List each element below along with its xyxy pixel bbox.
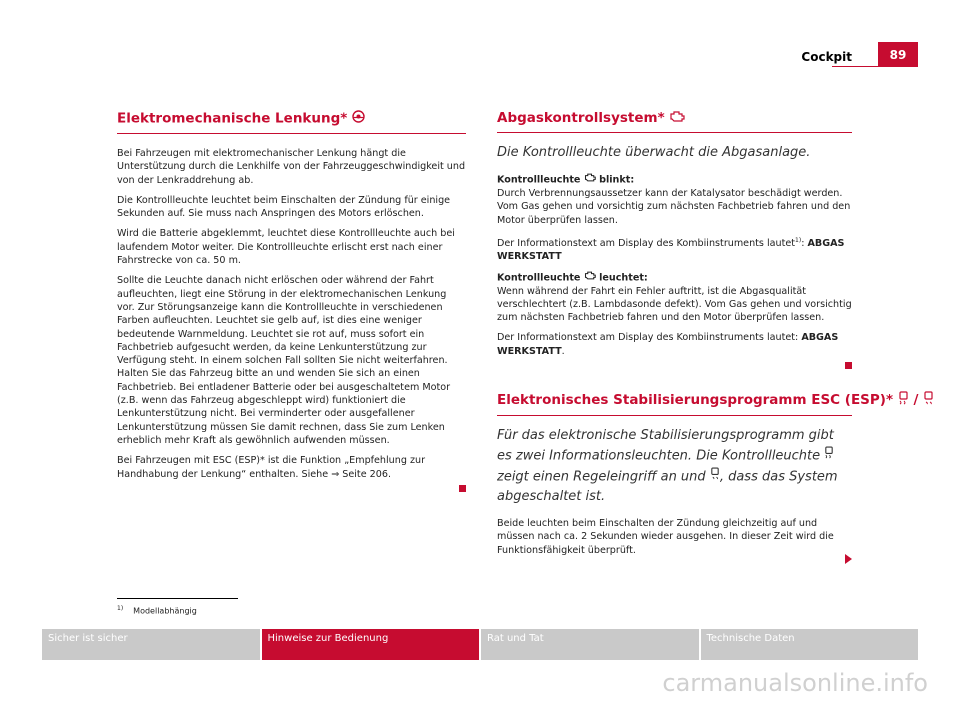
label-text: Kontrollleuchte xyxy=(497,174,581,186)
footnote-text: Modellabhängig xyxy=(133,606,197,616)
engine-exhaust-icon xyxy=(669,110,685,126)
page-section-title: Cockpit xyxy=(801,50,852,64)
paragraph xyxy=(117,454,466,481)
paragraph: Beide leuchten beim Einschalten der Zündung gleichzeitig auf und müssen nach ca. 2 Sekunden wieder ausgehen. In dieser Zeit wird die Funktionsfähigkeit überprüft. xyxy=(497,518,834,556)
display-message: ABGAS WERKSTATT xyxy=(497,332,839,357)
heading-text: Abgaskontrollsystem* xyxy=(497,110,665,126)
end-of-section-marker xyxy=(845,362,852,369)
paragraph: Wird die Batterie abgeklemmt, leuchtet diese Kontrollleuchte auch bei laufendem Motor weiter. Die Kontrollleuchte erlischt erst nach einer Fahrstrecke von ca. 50 m. xyxy=(117,228,455,267)
paragraph xyxy=(497,331,852,358)
section-heading-steering xyxy=(117,110,466,134)
steering-warning-icon xyxy=(352,110,365,127)
lead-text-part: zeigt einen Regeleingriff an und xyxy=(497,469,706,485)
label-text: blinkt: xyxy=(599,174,635,186)
footer-tab-advice[interactable]: Rat und Tat xyxy=(481,629,699,660)
separator: / xyxy=(913,392,919,409)
footer-tab-technical[interactable]: Technische Daten xyxy=(701,629,919,660)
paragraph: Sollte die Leuchte danach nicht erlöschen oder während der Fahrt aufleuchten, liegt eine Störung in der elektromechanischen Lenkung vor. Zur Störungsanzeige kann die Kontrollleuchte in verschiedenen Farben aufleuchten. Leuchtet sie gelb auf, ist dies eine weniger bedeutende Warnmeldung. Leuchtet sie rot auf, muss sofort ein Fachbetrieb aufgesucht werden, da keine Lenkunterstützung zur Verfügung steht. In einem solchen Fall sollten Sie nicht weiterfahren. Halten Sie das Fahrzeug bitte an und wenden Sie sich an einen Fachbetrieb. Bei entladener Batterie oder bei ausgeschaltetem Motor (z.B. wenn das Fahrzeug abgeschleppt wird) funktioniert die Lenkunterstützung nicht. Bei verminderter oder ausgefallener Lenkunterstützung müssen Sie damit rechnen, dass Sie zum Lenken erheblich mehr Kraft als gewöhnlich aufwenden müssen. xyxy=(117,275,451,446)
footnote-rule xyxy=(117,598,238,599)
engine-exhaust-icon xyxy=(584,271,596,284)
engine-exhaust-icon xyxy=(584,173,596,186)
label-lit xyxy=(497,271,852,285)
info-text: . xyxy=(561,345,565,357)
page-number-badge: 89 xyxy=(878,42,918,67)
esc-skid-icon xyxy=(824,446,834,466)
esc-off-icon xyxy=(710,467,720,487)
footnote xyxy=(117,605,197,616)
info-text: Der Informationstext am Display des Kombiinstruments lautet xyxy=(497,238,796,250)
continue-arrow-icon xyxy=(845,554,852,564)
footnote-mark: 1) xyxy=(117,605,124,612)
left-column xyxy=(117,110,466,492)
lead-text-part: , dass das System abgeschaltet ist. xyxy=(497,469,838,505)
lead-text xyxy=(497,426,852,507)
label-text: leuchtet: xyxy=(599,272,648,284)
footer-tab-safety[interactable]: Sicher ist sicher xyxy=(42,629,260,660)
label-text: Kontrollleuchte xyxy=(497,272,581,284)
end-of-section-marker xyxy=(459,485,466,492)
paragraph: Wenn während der Fahrt ein Fehler auftritt, ist die Abgasqualität verschlechtert (z.B. Lambdasonde defekt). Vom Gas gehen und vorsichtig zum nächsten Fachbetrieb fahren und den Motor überprüfen lassen. xyxy=(497,285,852,324)
watermark: carmanualsonline.info xyxy=(662,669,928,697)
lead-text-part: Für das elektronische Stabilisierungsprogramm gibt es zwei Informationsleuchten. Die Kontrollleuchte xyxy=(497,428,834,464)
lead-text: Die Kontrollleuchte überwacht die Abgasanlage. xyxy=(497,145,811,160)
heading-text: Elektronisches Stabilisierungsprogramm ESC (ESP)* xyxy=(497,392,894,409)
right-column xyxy=(497,110,919,564)
footer-nav xyxy=(42,629,918,660)
header-rule xyxy=(832,66,878,67)
paragraph: Durch Verbrennungsaussetzer kann der Katalysator beschädigt werden. Vom Gas gehen und vorsichtig zum nächsten Fachbetrieb fahren und den Motor überprüfen lassen. xyxy=(497,187,851,226)
footer-tab-operation[interactable]: Hinweise zur Bedienung xyxy=(262,629,480,660)
paragraph xyxy=(497,234,852,264)
footnote-reference[interactable]: 1) xyxy=(795,236,802,244)
heading-text: Elektromechanische Lenkung* xyxy=(117,110,348,127)
section-heading-esc xyxy=(497,391,919,416)
esc-skid-icon xyxy=(898,391,909,409)
info-text: Der Informationstext am Display des Kombiinstruments lautet: xyxy=(497,332,802,344)
paragraph: Die Kontrollleuchte leuchtet beim Einschalten der Zündung für einige Sekunden auf. Sie muss nach Anspringen des Motors erlöschen. xyxy=(117,194,451,220)
display-message: ABGAS WERKSTATT xyxy=(497,238,845,263)
label-blinking xyxy=(497,173,852,187)
section-heading-exhaust xyxy=(497,110,852,133)
page-reference-text[interactable]: Bei Fahrzeugen mit ESC (ESP)* ist die Funktion „Empfehlung zur Handhabung der Lenkung“ enthalten. Siehe ⇒ Seite 206. xyxy=(117,455,426,480)
esc-off-icon xyxy=(923,391,934,409)
paragraph: Bei Fahrzeugen mit elektromechanischer Lenkung hängt die Unterstützung durch die Lenkhilfe von der Fahrzeuggeschwindigkeit und von der Lenkraddrehung ab. xyxy=(117,148,466,186)
info-text: : xyxy=(801,238,808,250)
